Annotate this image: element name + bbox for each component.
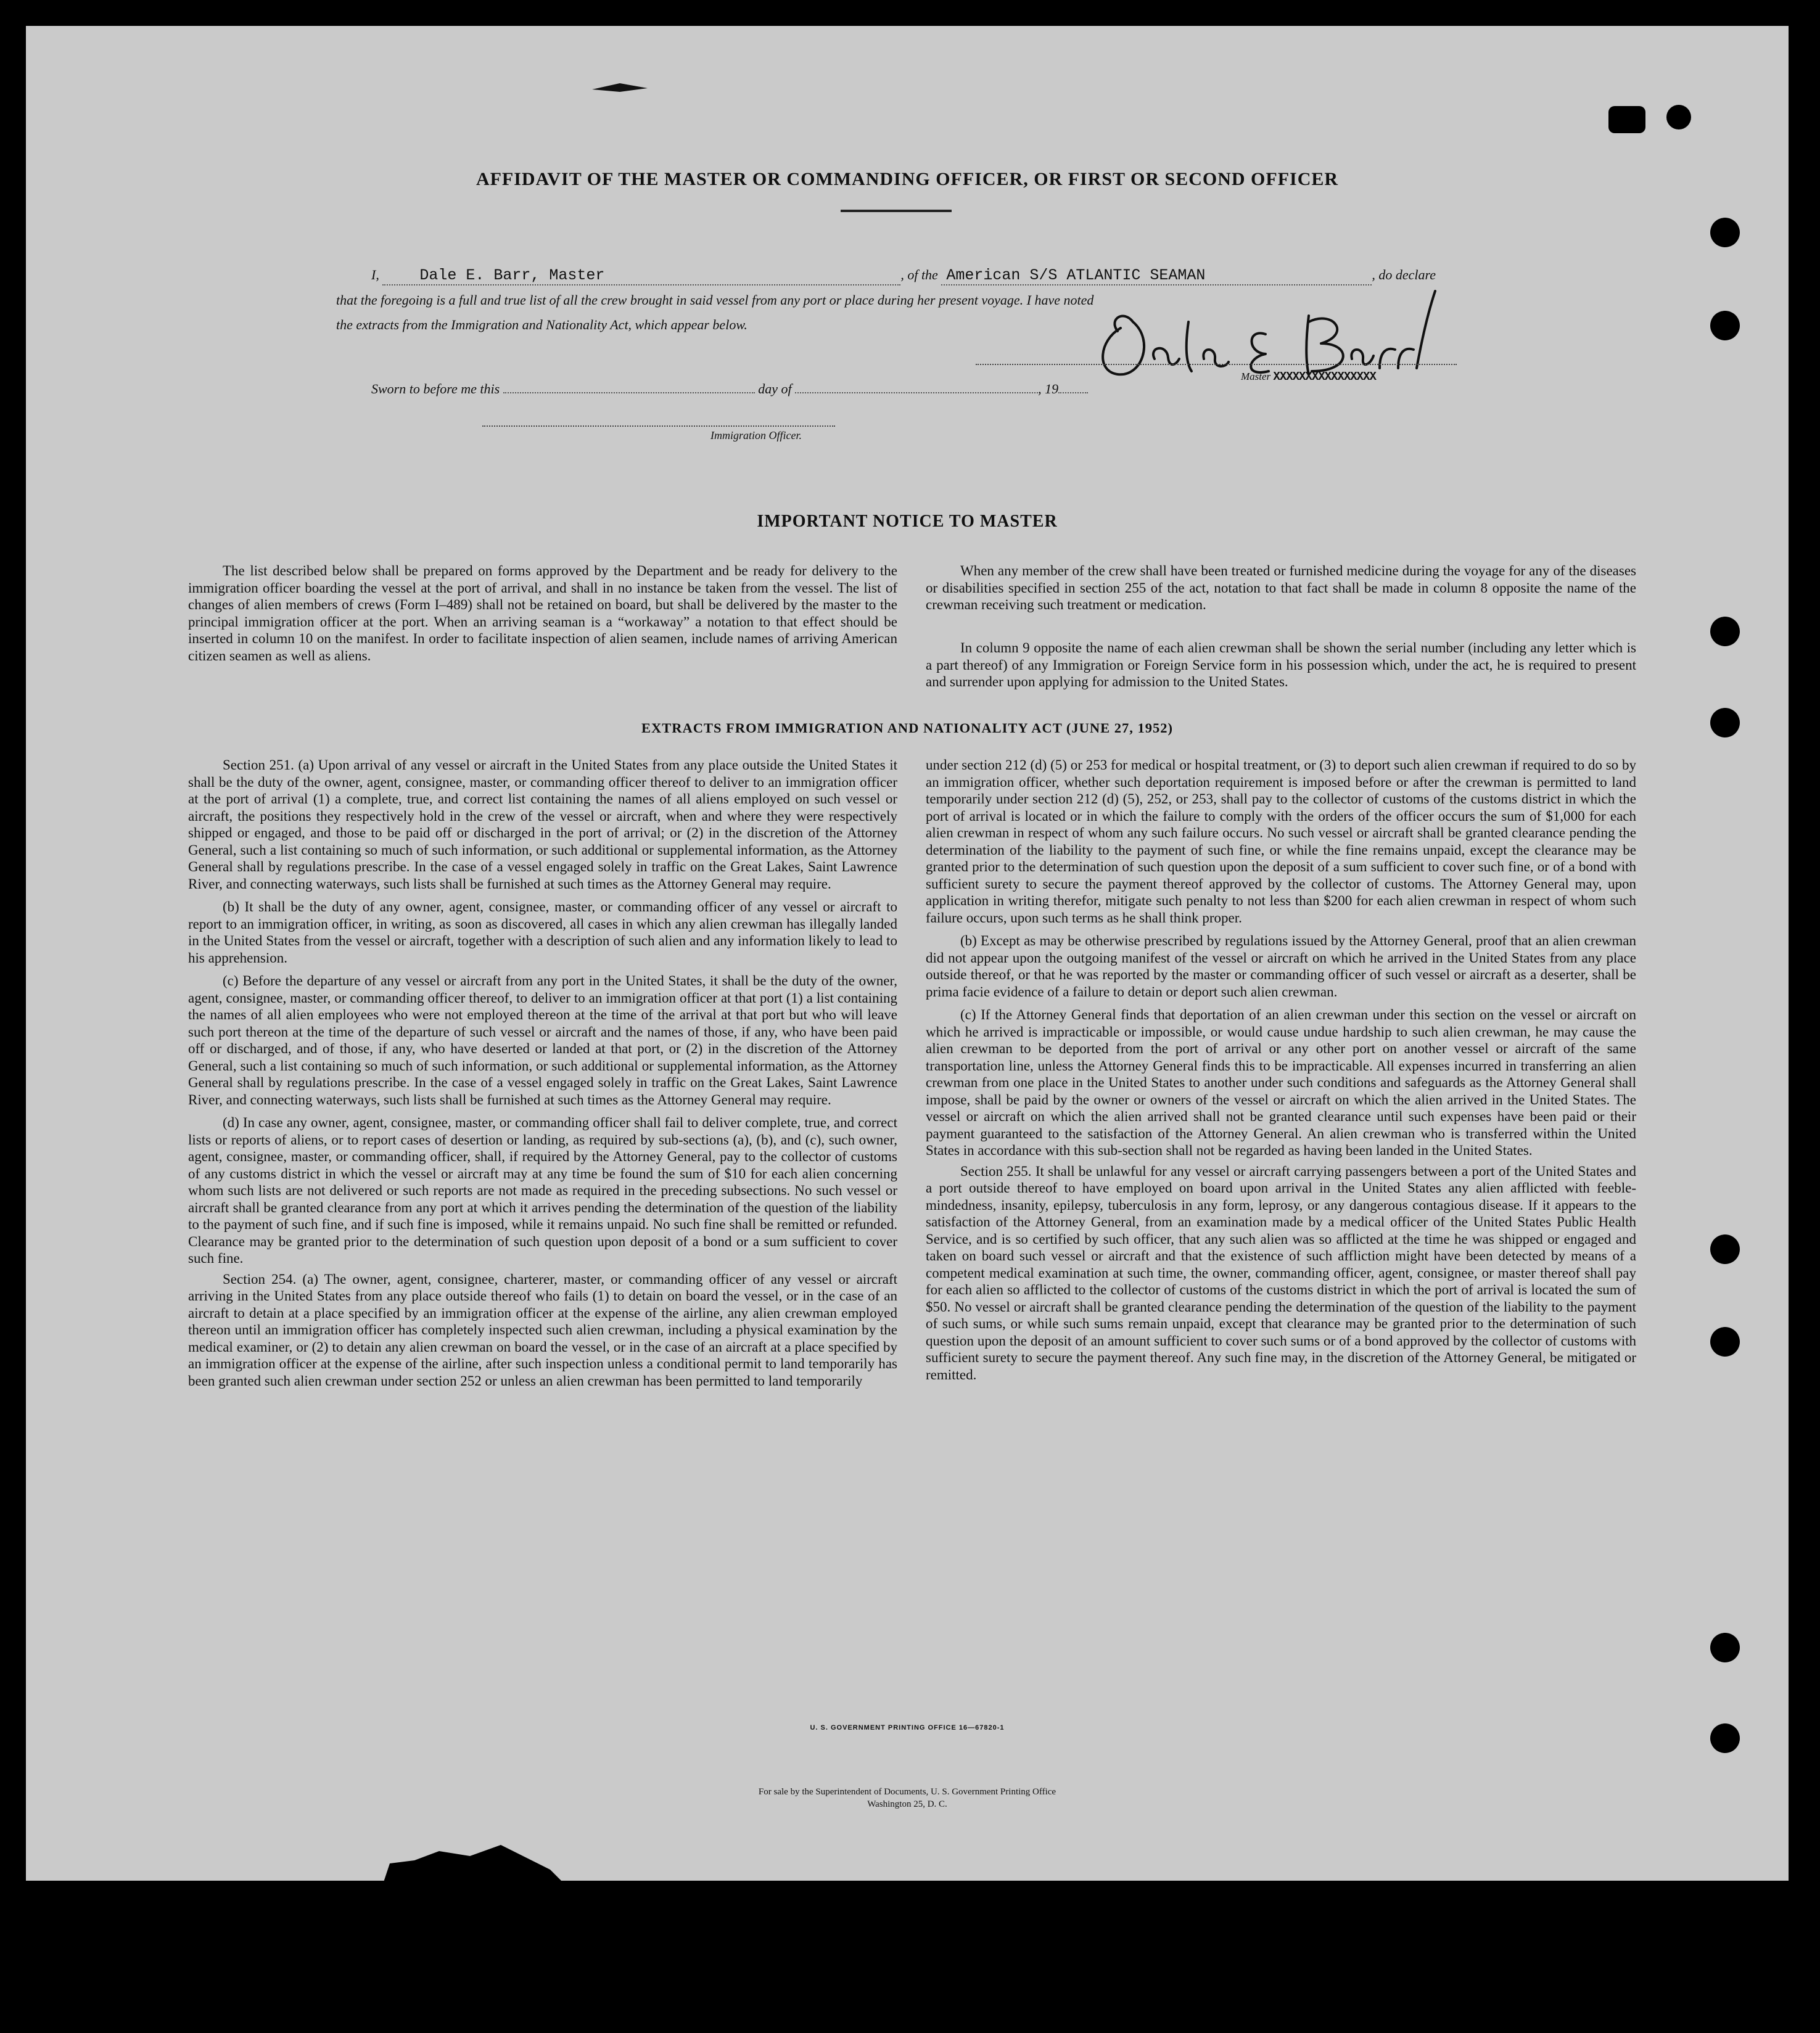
section-251-c: (c) Before the departure of any vessel or aircraft from any port in the United States, it shall be the duty of the owner, agent, consignee, master, or commanding officer thereof, to deliver to an immigration officer at that port (1) a list containing the names of all alien employees who were not employed thereon at the time of the arrival at that port but who will leave such port thereon at the time of the departure of such vessel or aircraft and the names of those, if any, who have been paid off or discharged, and of those, if any, who have deserted or landed at that port, or (2) in the discretion of the Attorney General, such a list containing so much of such information, or such additional or supplemental information, as the Attorney General shall by regulations prescribe. In the case of a vessel engaged solely in traffic on the Great Lakes, Saint Lawrence River, and connecting waterways, such lists shall be furnished at such times as the Attorney General may require. (188, 973, 897, 1107)
section-254-a: Section 254. (a) The owner, agent, consignee, charterer, master, or commanding officer of any vessel or aircraft arriving in the United States from any place outside thereof who fails (1) to detain on board the vessel, or in the case of an aircraft to detain at a place specified by an immigration officer at the expense of the airline, any alien crewman employed thereon until an immigration officer has completely inspected such alien crewman, including a physical examination by the medical examiner, or (2) to detain any alien crewman on board the vessel, or in the case of an aircraft at a place specified by an immigration officer at the expense of the airline, after such inspection unless a conditional permit to land temporarily has been granted such alien crewman under section 252 or unless an alien crewman has been permitted to land temporarily (188, 1271, 897, 1389)
vessel-name: American S/S ATLANTIC SEAMAN (946, 266, 1206, 284)
sworn-line (371, 381, 1088, 397)
section-254-c: (c) If the Attorney General finds that deportation of an alien crewman under this section on the vessel or aircraft on which he arrived is impracticable or impossible, or would cause undue hardship to such alien crewman, he may cause the alien crewman to be deported from the port of arrival or any other port on another vessel or aircraft of the same transportation line, unless the Attorney General finds this to be impracticable. All expenses incurred in transferring an alien crewman from one place in the United States to another under such conditions and safeguards as the Attorney General shall impose, shall be paid by the owner or owners of the vessel or aircraft on which the alien arrived in the United States. The vessel or aircraft on which the alien arrived shall not be granted clearance until such expenses have been paid or their payment guaranteed to the satisfaction of the Attorney General. An alien crewman who is transferred within the United States in accordance with this sub-section shall not be regarded as having been landed in the United States. (926, 1007, 1636, 1158)
day-of-label: day of (758, 381, 792, 396)
of-the-label: , of the (900, 267, 938, 282)
punch-hole (1710, 218, 1740, 247)
year-label: , 19 (1038, 381, 1059, 396)
immigration-officer-label: Immigration Officer. (710, 429, 802, 442)
title-rule (841, 210, 952, 212)
declaration-line-3: the extracts from the Immigration and Nationality Act, which appear below. (336, 317, 747, 332)
extracts-left-column (188, 757, 897, 1389)
extracts-right-column (926, 757, 1636, 1383)
master-label: Master (1241, 371, 1271, 382)
declare-label: , do declare (1372, 267, 1436, 282)
immigration-officer-line (482, 425, 835, 427)
punch-hole (1666, 105, 1691, 129)
section-254-continued: under section 212 (d) (5) or 253 for medical or hospital treatment, or (3) to deport such alien crewman if required to do so by an immigration officer, whether such deportation requirement is imposed before or after the crewman is permitted to land temporarily under section 212 (d) (5), 252, or 253, shall pay to the collector of customs of the customs district in which the port of arrival is located or in which the failure to comply with the orders of the officer occurs the sum of $1,000 for each alien crewman in respect of whom any such failure occurs. No such vessel or aircraft shall be granted clearance pending the determination of the liability to the payment of such fine, or while the fine remains unpaid, except the clearance may be granted prior to the determination of such question upon the deposit of a sum sufficient to cover such fine, or of a bond with sufficient surety to secure the payment thereof approved by the collector of customs. The Attorney General may, upon application in writing therefor, mitigate such penalty to not less than $200 for each alien crewman in respect of whom such failure occurs, upon such terms as he shall think proper. (926, 757, 1636, 926)
form-page (26, 26, 1789, 1881)
vessel-field (941, 266, 1372, 285)
section-251-b: (b) It shall be the duty of any owner, agent, consignee, master, or commanding officer of any vessel or aircraft to report to an immigration officer, in writing, as soon as discovered, all cases in which any alien crewman has illegally landed in the United States from the vessel or aircraft, together with a description of such alien and any information likely to lead to his apprehension. (188, 899, 897, 966)
affidavit-title: AFFIDAVIT OF THE MASTER OR COMMANDING OFFICER, OR FIRST OR SECOND OFFICER (476, 169, 1339, 189)
sale-line-2: Washington 25, D. C. (867, 1799, 947, 1809)
notice-right-paragraph-1: When any member of the crew shall have been treated or furnished medicine during the voyage for any of the diseases or disabilities specified in section 255 of the act, notation to that fact shall be made in column 8 opposite the name of the crewman receiving such treatment or medication. (926, 563, 1636, 612)
struck-title: XXXXXXXXXXXXXXXX (1273, 370, 1376, 384)
section-254-b: (b) Except as may be otherwise prescribed by regulations issued by the Attorney General, proof that an alien crewman did not appear upon the outgoing manifest of the vessel or aircraft on which he arrived in the United States from any place outside thereof, or that he was reported by the master or commanding officer of such vessel or aircraft as a deserter, shall be prima facie evidence of a failure to detain or deport such alien crewman. (926, 933, 1636, 1000)
sale-line-1: For sale by the Superintendent of Documents, U. S. Government Printing Office (758, 1787, 1056, 1797)
section-251-d: (d) In case any owner, agent, consignee, master, or commanding officer shall fail to deliver complete, true, and correct lists or reports of aliens, or to report cases of desertion or landing, as required by sub-sections (a), (b), and (c), such owner, agent, consignee, master, or commanding officer, shall, if required by the Attorney General, pay to the collector of customs of any customs district in which the vessel or aircraft may at any time be found the sum of $10 for each alien concerning whom such lists are not delivered or such reports are not made as required in the preceding subsections. No such vessel or aircraft shall be granted clearance from any port at which it arrives pending the determination of the question of the liability to the payment of such fine, and if such fine is imposed, while it remains unpaid. No such fine shall be remitted or refunded. Clearance may be granted prior to the determination of such question upon deposit of a bond or a sum sufficient to cover such fine. (188, 1115, 897, 1266)
declaration-line-2: that the foregoing is a full and true list of all the crew brought in said vessel from any port or place during her present voyage. I have noted (336, 292, 1094, 308)
declarant-field (382, 266, 900, 285)
punch-hole (1710, 311, 1740, 340)
punch-hole (1710, 1633, 1740, 1662)
i-label: I, (371, 267, 379, 282)
printing-office-line: U. S. GOVERNMENT PRINTING OFFICE 16—67820-1 (810, 1724, 1005, 1731)
sworn-label: Sworn to before me this (371, 381, 500, 396)
staple-mark (586, 78, 654, 97)
declarant-name: Dale E. Barr, Master (419, 266, 605, 284)
sworn-day-field[interactable] (503, 392, 755, 393)
punch-hole (1710, 617, 1740, 646)
punch-hole (1608, 106, 1645, 133)
notice-title: IMPORTANT NOTICE TO MASTER (757, 512, 1058, 531)
section-255: Section 255. It shall be unlawful for any vessel or aircraft carrying passengers between a port of the United States and a port outside thereof to have employed on board upon arrival in the United States any alien afflicted with feeble-mindedness, insanity, epilepsy, tuberculosis in any form, leprosy, or any dangerous contagious disease. If it appears to the satisfaction of the Attorney General, from an examination made by a medical officer of the United States Public Health Service, and is so certified by such officer, that any such alien was so afflicted at the time he was shipped or engaged and taken on board such vessel or aircraft and that the existence of such affliction might have been detected by means of a competent medical examination at such time, the owner, commanding officer, agent, consignee, or master thereof shall pay for each alien so afflicted to the collector of customs of the customs district in which the port of arrival is located the sum of $50. No vessel or aircraft shall be granted clearance pending the determination of the question of the liability to the payment of such sums, or while such sums remain unpaid, except that clearance may be granted prior to the determination of such question upon the deposit of an amount sufficient to cover such sums or of a bond approved by the collector of customs with sufficient surety to secure the payment thereof. Any such fine may, in the discretion of the Attorney General, be mitigated or remitted. (926, 1163, 1636, 1382)
notice-right-paragraph-2: In column 9 opposite the name of each alien crewman shall be shown the serial number (including any letter which is a part thereof) of any Immigration or Foreign Service form in his possession which, under the act, he is required to present and surrender upon applying for admission to the United States. (926, 640, 1636, 689)
section-251-a: Section 251. (a) Upon arrival of any vessel or aircraft in the United States from any place outside the United States it shall be the duty of the owner, agent, consignee, master, or commanding officer thereof to deliver to an immigration officer at the port of arrival (1) a complete, true, and correct list containing the names of all aliens employed on such vessel or aircraft, the positions they respectively hold in the crew of the vessel or aircraft, when and where they were respectively shipped or engaged, and those to be paid off or discharged in the port of arrival; or (2) in the discretion of the Attorney General, such a list containing so much of such information, or such additional or supplemental information, as the Attorney General shall by regulations prescribe. In the case of a vessel engaged solely in traffic on the Great Lakes, Saint Lawrence River, and connecting waterways, such lists shall be furnished at such times as the Attorney General may require. (188, 757, 897, 892)
sworn-year-field[interactable] (1058, 392, 1088, 393)
declaration-line (371, 266, 1494, 285)
sworn-month-field[interactable] (795, 392, 1038, 393)
extracts-title: EXTRACTS FROM IMMIGRATION AND NATIONALITY ACT (JUNE 27, 1952) (641, 720, 1174, 736)
signature-caption (1241, 370, 1376, 384)
signature-line (976, 364, 1457, 365)
punch-hole (1710, 1327, 1740, 1357)
notice-left-paragraph: The list described below shall be prepared on forms approved by the Department and be ready for delivery to the immigration officer boarding the vessel at the port of arrival, and shall in no instance be taken from the vessel. The list of changes of alien members of crews (Form I–489) shall not be retained on board, but shall be delivered by the master to the principal immigration officer at the port. When an arriving seaman is a “workaway” a notation to that effect should be inserted in column 10 on the manifest. In order to facilitate inspection of alien seamen, include names of arriving American citizen seamen as well as aliens. (188, 563, 897, 663)
torn-edge-mark (371, 1826, 569, 1882)
punch-hole (1710, 1234, 1740, 1264)
